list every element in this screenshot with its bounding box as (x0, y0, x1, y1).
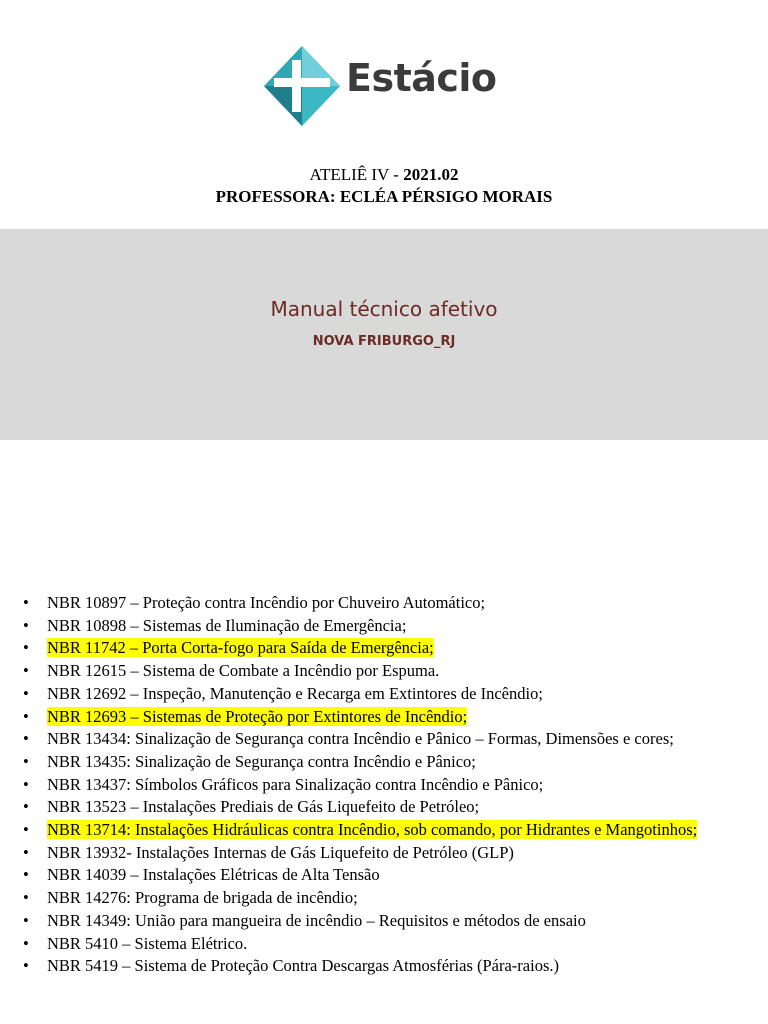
estacio-logo (262, 44, 497, 128)
norm-item (0, 728, 768, 751)
norm-text: NBR 5410 – Sistema Elétrico. (47, 933, 248, 953)
norm-item (0, 933, 768, 956)
norm-text: NBR 10898 – Sistemas de Iluminação de Emergência; (47, 615, 407, 635)
norm-item (0, 796, 768, 819)
norm-item (0, 910, 768, 933)
norm-item (0, 706, 768, 729)
norm-item (0, 683, 768, 706)
course-line (0, 164, 768, 186)
norm-text: NBR 13523 – Instalações Prediais de Gás Liquefeito de Petróleo; (47, 797, 480, 817)
norm-item (0, 842, 768, 865)
norm-item (0, 955, 768, 978)
norm-item (0, 751, 768, 774)
norm-item (0, 637, 768, 660)
norm-item (0, 592, 768, 615)
document-subtitle: NOVA FRIBURGO_RJ (312, 334, 456, 349)
norm-text: NBR 13714: Instalações Hidráulicas contra Incêndio, sob comando, por Hidrantes e Mangotinhos; (47, 820, 698, 840)
norm-text: NBR 10897 – Proteção contra Incêndio por Chuveiro Automático; (47, 593, 486, 612)
norm-text: NBR 13435: Sinalização de Segurança contra Incêndio e Pânico; (47, 751, 476, 771)
norm-item (0, 887, 768, 910)
norm-item (0, 660, 768, 683)
course-period: 2021.02 (403, 165, 459, 184)
norm-text: NBR 5419 – Sistema de Proteção Contra Descargas Atmosférias (Pára-raios.) (47, 956, 559, 976)
norm-item (0, 615, 768, 638)
norm-item (0, 864, 768, 887)
course-header (0, 164, 768, 208)
norm-text: NBR 14349: União para mangueira de incêndio – Requisitos e métodos de ensaio (47, 910, 586, 930)
estacio-diamond-icon (262, 44, 342, 128)
norm-text: NBR 12693 – Sistemas de Proteção por Extintores de Incêndio; (47, 706, 468, 726)
norm-item (0, 819, 768, 842)
brand-name: Estácio (346, 56, 497, 100)
norm-item (0, 774, 768, 797)
norms-list (0, 592, 768, 978)
document-title: Manual técnico afetivo (270, 297, 498, 321)
course-prefix: ATELIÊ IV - (309, 165, 404, 184)
norm-text: NBR 14276: Programa de brigada de incêndio; (47, 888, 358, 908)
norm-text: NBR 14039 – Instalações Elétricas de Alta Tensão (47, 865, 380, 885)
norm-text: NBR 13437: Símbolos Gráficos para Sinalização contra Incêndio e Pânico; (47, 774, 544, 794)
professor-line: PROFESSORA: ECLÉA PÉRSIGO MORAIS (215, 187, 553, 206)
norm-text: NBR 12615 – Sistema de Combate a Incêndio por Espuma. (47, 661, 440, 681)
norm-text: NBR 11742 – Porta Corta-fogo para Saída de Emergência; (47, 638, 434, 658)
norm-text: NBR 13932- Instalações Internas de Gás Liquefeito de Petróleo (GLP) (47, 842, 514, 862)
norm-text: NBR 13434: Sinalização de Segurança contra Incêndio e Pânico – Formas, Dimensões e cores; (47, 729, 674, 749)
norm-text: NBR 12692 – Inspeção, Manutenção e Recarga em Extintores de Incêndio; (47, 683, 543, 703)
